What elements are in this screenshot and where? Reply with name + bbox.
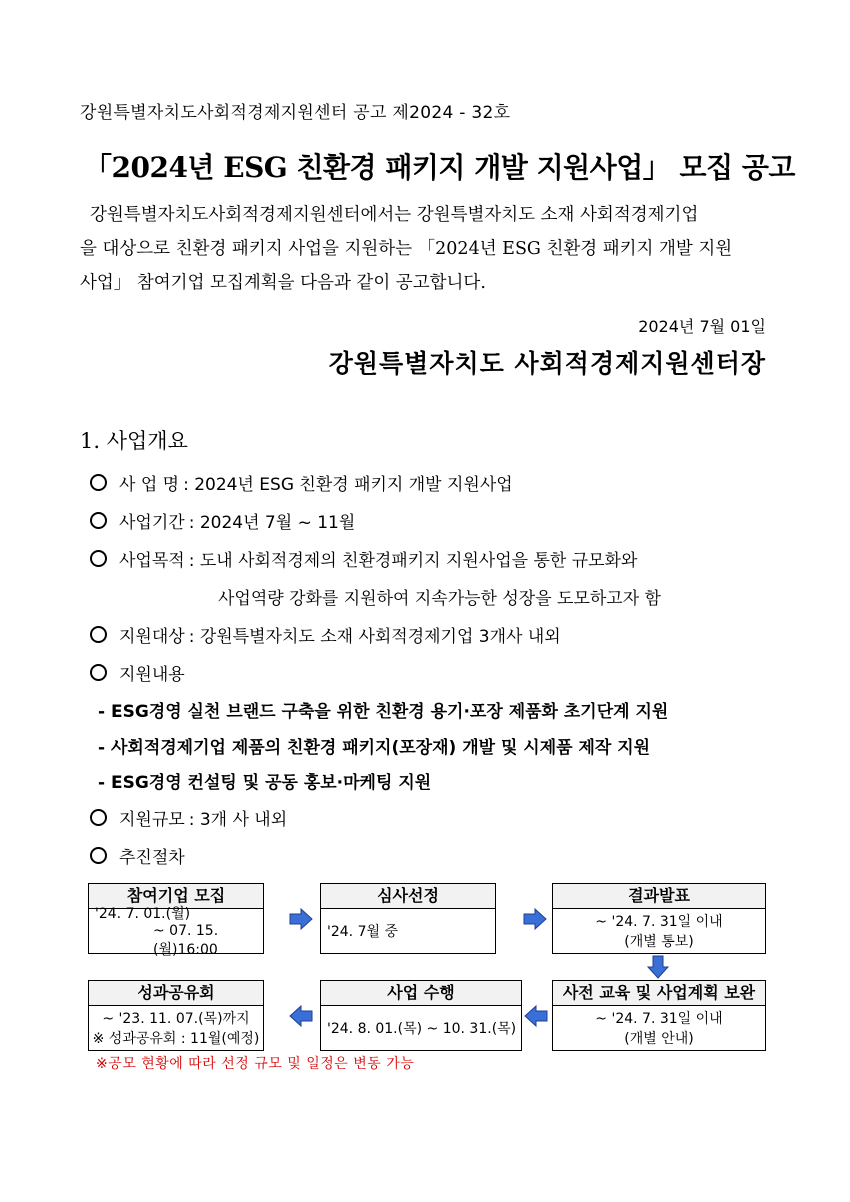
schedule-change-note: ※공모 현황에 따라 선정 규모 및 일정은 변동 가능 [96,1056,415,1072]
arrow-down-icon [647,955,669,979]
arrow-left-icon [524,1005,548,1027]
flow-step-title: 심사선정 [321,884,495,909]
item-business-purpose [90,546,637,571]
item-label: 지원대상 [119,627,185,647]
item-value: : 2024년 ESG 친환경 패키지 개발 지원사업 [183,475,513,495]
circle-bullet-icon [90,664,107,681]
page-title: 「2024년 ESG 친환경 패키지 개발 지원사업」 모집 공고 [84,151,795,184]
flow-step-line: ~ '23. 11. 07.(목)까지 [102,1011,250,1027]
flow-step-line: ~ '24. 7. 31일 이내 [595,914,723,930]
item-business-name [90,470,513,495]
flow-step-result-sharing [88,980,264,1051]
circle-bullet-icon [90,847,107,864]
flow-step-execution [320,980,522,1051]
intro-line: 강원특별자치도사회적경제지원센터에서는 강원특별자치도 소재 사회적경제기업 [90,205,699,225]
flow-step-title: 성과공유회 [89,981,263,1006]
item-label: 사 업 명 [119,475,180,495]
circle-bullet-icon [90,550,107,567]
item-value: : 2024년 7월 ~ 11월 [188,513,356,533]
flow-step-recruitment [88,883,264,958]
item-label: 지원내용 [119,665,185,685]
support-bullet: - ESG경영 실천 브랜드 구축을 위한 친환경 용기·포장 제품화 초기단계 지원 [98,702,669,722]
item-label: 사업목적 [119,551,185,571]
item-value: : 강원특별자치도 소재 사회적경제기업 3개사 내외 [188,627,561,647]
item-label: 사업기간 [119,513,185,533]
support-bullet: - ESG경영 컨설팅 및 공동 홍보·마케팅 지원 [98,773,432,793]
flow-step-pre-education [552,980,766,1051]
flow-step-line: ~ 07. 15.(월)16:00 [153,923,219,958]
organization-name: 강원특별자치도 사회적경제지원센터장 [328,349,766,378]
flow-step-screening [320,883,496,954]
flow-step-title: 결과발표 [553,884,765,909]
flow-step-line: ※ 성과공유회 : 11월(예정) [92,1031,260,1047]
item-value: : 도내 사회적경제의 친환경패키지 지원사업을 통한 규모화와 [188,551,638,571]
item-procedure [90,843,189,868]
support-bullet: - 사회적경제기업 제품의 친환경 패키지(포장재) 개발 및 시제품 제작 지원 [98,738,651,758]
circle-bullet-icon [90,474,107,491]
circle-bullet-icon [90,809,107,826]
notice-date: 2024년 7월 01일 [638,317,766,336]
arrow-right-icon [523,908,547,930]
item-business-period [90,508,355,533]
flow-step-line: (개별 안내) [624,1031,694,1047]
item-support-scale [90,805,287,830]
flow-step-line: '24. 7월 중 [327,924,398,940]
section-title: 1. 사업개요 [80,429,188,453]
flow-step-line: ~ '24. 7. 31일 이내 [595,1011,723,1027]
item-label: 지원규모 [119,810,185,830]
item-value: : 3개 사 내외 [188,810,288,830]
flow-step-line: '24. 8. 01.(목) ~ 10. 31.(목) [327,1021,517,1037]
intro-paragraph [80,198,772,300]
circle-bullet-icon [90,626,107,643]
item-purpose-continuation: 사업역량 강화를 지원하여 지속가능한 성장을 도모하고자 함 [218,589,661,609]
notice-number: 강원특별자치도사회적경제지원센터 공고 제2024 - 32호 [80,103,511,123]
flow-step-announcement [552,883,766,954]
flow-step-title: 사전 교육 및 사업계획 보완 [553,981,765,1006]
flow-step-line: '24. 7. 01.(월) [95,906,191,922]
intro-line: 사업」 참여기업 모집계획을 다음과 같이 공고합니다. [80,273,486,293]
circle-bullet-icon [90,512,107,529]
flow-step-title: 참여기업 모집 [89,884,263,909]
item-label: 추진절차 [119,848,185,868]
item-support-target [90,622,561,647]
intro-line: 을 대상으로 친환경 패키지 사업을 지원하는 「2024년 ESG 친환경 패키지 개발 지원 [80,239,733,259]
flow-step-line: (개별 통보) [624,934,694,950]
arrow-left-icon [289,1005,313,1027]
item-support-content [90,660,189,685]
arrow-right-icon [289,908,313,930]
flow-step-title: 사업 수행 [321,981,521,1006]
